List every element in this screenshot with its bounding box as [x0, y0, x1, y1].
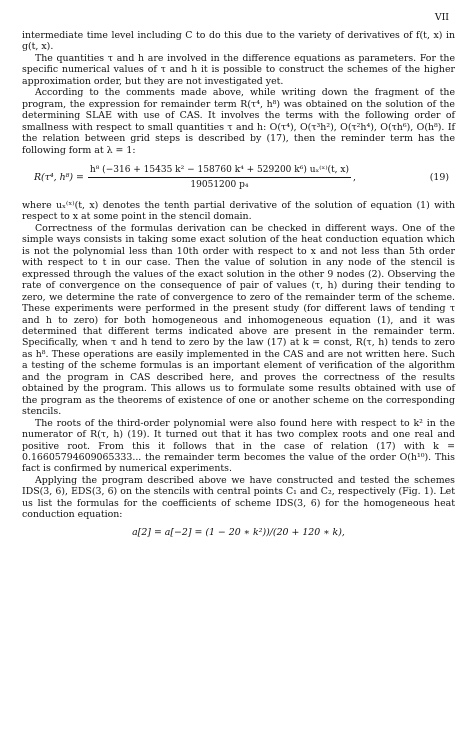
equation-comma: ,	[352, 172, 356, 184]
equation-fraction	[88, 165, 351, 192]
equation-lhs: R(τ⁴, h⁸) =	[34, 172, 84, 184]
paragraph-correctness: Correctness of the formulas derivation can be checked in different ways. One of the simple ways consists in taking some exact solution of the heat conduction equation which is not the polynomial less than 10th order with respect to x and not less than 5th order with respect to t in our case. Then the value of solution in any node of the stencil is expressed through the values of the exact solution in the other 9 nodes (2). Observing the rate of convergence on the consequence of pair of values (τ, h) during their tending to zero, we determine the rate of convergence to zero of the remainder term of the scheme. These experiments were performed in the present study (for different laws of tending τ and h to zero) for both homogeneous and inhomogeneous equation (1), and it was determined that different terms indicated above are present in the remainder term. Specifically, when τ and h tend to zero by the law (17) at k = const, R(τ, h) tends to zero as h⁸. These operations are easily implemented in the CAS and are not written here. Such a testing of the scheme formulas is an important element of verification of the algorithm and the program in CAS described here, and proves the correctness of the results obtained by the program. This allows us to formulate some results obtained with use of the program as the theorems of existence of one or another scheme on the corresponding stencils.	[22, 222, 455, 418]
paragraph-where: where uₓ⁽ˣ⁾(t, x) denotes the tenth partial derivative of the solution of equation (1) with respect to x at some point in the stencil domain.	[22, 199, 455, 223]
paragraph-parameters: The quantities τ and h are involved in the difference equations as parameters. For the specific numerical values of τ and h it is possible to construct the schemes of the higher approximation order, but they are not investigated yet.	[22, 52, 455, 87]
paragraph-schemes: Applying the program described above we have constructed and tested the schemes IDS(3, 6), EDS(3, 6) on the stencils with central points C₁ and C₂, respectively (Fig. 1). Let us list the formulas for the coefficients of scheme IDS(3, 6) for the homogeneous heat conduction equation:	[22, 474, 455, 521]
equation-number: (19)	[429, 172, 449, 184]
equation-numerator: h⁸ (−316 + 15435 k² − 158760 k⁴ + 529200 k⁶) uₓ⁽ˣ⁾(t, x)	[88, 165, 351, 178]
coefficient-formula: a[2] = a[−2] = (1 − 20 ∗ k²))/(20 + 120 ∗ k),	[132, 526, 345, 538]
equation-denominator: 19051200 p₄	[190, 179, 249, 190]
paragraph-continuation: intermediate time level including C to do this due to the variety of derivatives of f(t, x) in g(t, x).	[22, 30, 455, 53]
equation-19	[22, 163, 455, 193]
page-number: VII	[434, 12, 449, 23]
paragraph-roots: The roots of the third-order polynomial were also found here with respect to k² in the numerator of R(τ, h) (19). It turned out that it has two complex roots and one real and positive root. From this it follows that in the case of relation (17) with k = 0.16605794609065333... the remainder term becomes the value of the order O(h¹⁰). This fact is confirmed by numerical experiments.	[22, 417, 455, 475]
paragraph-remainder-term: According to the comments made above, while writing down the fragment of the program, the expression for remainder term R(τ⁴, h⁸) was obtained on the solution of the determining SLAE with use of CAS. It involves the terms with the following order of smallness with respect to small quantities τ and h: O(τ⁴), O(τ³h²), O(τ²h⁴), O(τh⁶), O(h⁸). If the relation between grid steps is described by (17), then the reminder term has the following form at λ = 1:	[22, 87, 455, 156]
